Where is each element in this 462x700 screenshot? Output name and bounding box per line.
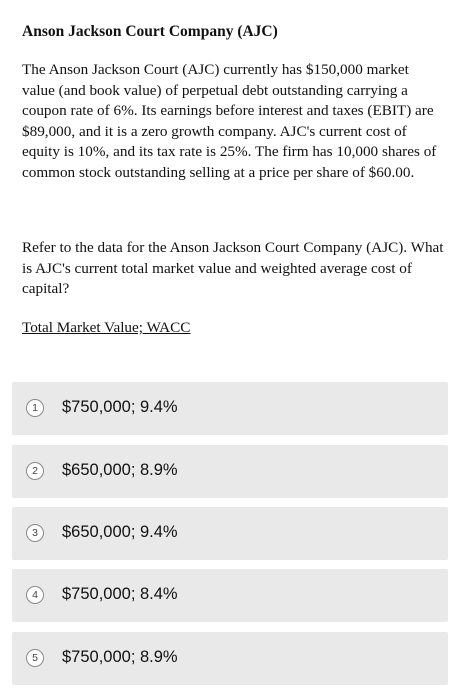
option-label: $750,000; 8.9% [62,648,178,666]
option-number-badge: 5 [26,649,44,667]
answer-format-label: Total Market Value; WACC [22,319,191,336]
option-number-badge: 2 [26,462,44,480]
answer-option-5[interactable] [12,632,448,685]
option-number-badge: 3 [26,524,44,542]
answer-option-2[interactable] [12,445,448,498]
option-label: $750,000; 8.4% [62,585,178,603]
question-prompt-paragraph: Refer to the data for the Anson Jackson Court Company (AJC). What is AJC's current total market value and weighted average cost of capital? [22,239,444,298]
answer-option-4[interactable] [12,569,448,622]
question-context-paragraph: The Anson Jackson Court (AJC) currently has $150,000 market value (and book value) of perpetual debt outstanding carrying a coupon rate of 6%. Its earnings before interest and taxes (EBIT) are $89,000, and it is a zero growth company. AJC's current cost of equity is 10%, and its tax rate is 25%. The firm has 10,000 shares of common stock outstanding selling at a price per share of $60.00. [22,61,437,181]
option-label: $650,000; 8.9% [62,461,178,479]
answer-option-1[interactable] [12,382,448,435]
option-number-badge: 4 [26,586,44,604]
option-label: $750,000; 9.4% [62,398,178,416]
answer-option-3[interactable] [12,507,448,560]
option-label: $650,000; 9.4% [62,523,178,541]
option-number-badge: 1 [26,399,44,417]
question-title: Anson Jackson Court Company (AJC) [22,23,278,40]
